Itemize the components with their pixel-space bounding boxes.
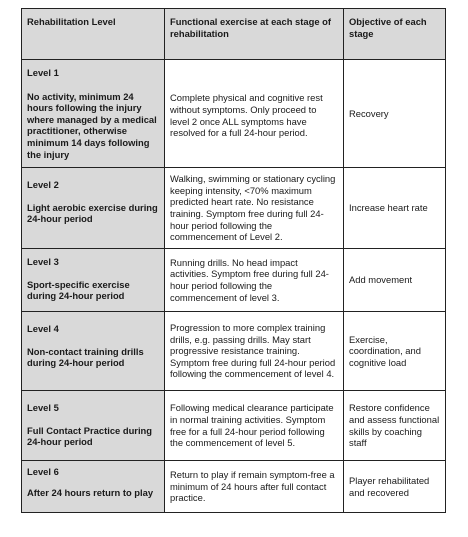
level-name: Level 1 [27, 67, 59, 78]
table-row [22, 461, 446, 513]
header-functional-exercise: Functional exercise at each stage of rehabilitation [165, 9, 344, 60]
exercise-cell: Running drills. No head impact activities. Symptom free during full 24-hour period following the commencement of level 3. [165, 249, 344, 312]
level-description: Non-contact training drills during 24-hour period [27, 345, 144, 369]
exercise-cell: Walking, swimming or stationary cycling keeping intensity, <70% maximum predicted heart rate. No resistance training. Symptom free during full 24-hour period following the commencement of Level 2. [165, 168, 344, 249]
level-description: Light aerobic exercise during 24-hour period [27, 201, 158, 225]
objective-cell: Recovery [344, 60, 446, 168]
table-header-row [22, 9, 446, 60]
level-name: Level 4 [27, 323, 59, 334]
objective-cell: Exercise, coordination, and cognitive load [344, 312, 446, 391]
level-description: Full Contact Practice during 24-hour period [27, 424, 153, 448]
table-row [22, 391, 446, 461]
table-row [22, 312, 446, 391]
level-cell [22, 249, 165, 312]
level-cell [22, 312, 165, 391]
exercise-cell: Return to play if remain symptom-free a minimum of 24 hours after full contact practice. [165, 461, 344, 513]
header-rehabilitation-level: Rehabilitation Level [22, 9, 165, 60]
level-description: No activity, minimum 24 hours following the injury where managed by a medical practitioner, otherwise minimum 14 days following the injury [27, 90, 157, 160]
table-row [22, 249, 446, 312]
level-name: Level 2 [27, 179, 59, 190]
level-description: After 24 hours return to play [27, 486, 154, 498]
header-objective: Objective of each stage [344, 9, 446, 60]
objective-cell: Player rehabilitated and recovered [344, 461, 446, 513]
exercise-cell: Following medical clearance participate in normal training activities. Symptom free for a full 24-hour period following the commencement of level 5. [165, 391, 344, 461]
level-name: Level 3 [27, 256, 59, 267]
objective-cell: Restore confidence and assess functional skills by coaching staff [344, 391, 446, 461]
level-name: Level 5 [27, 402, 59, 413]
rehabilitation-table [21, 8, 446, 513]
level-cell [22, 168, 165, 249]
objective-cell: Add movement [344, 249, 446, 312]
level-description: Sport-specific exercise during 24-hour period [27, 278, 130, 302]
level-cell [22, 391, 165, 461]
exercise-cell: Complete physical and cognitive rest without symptoms. Only proceed to level 2 once ALL symptoms have resolved for a full 24-hour period. [165, 60, 344, 168]
objective-cell: Increase heart rate [344, 168, 446, 249]
level-cell [22, 461, 165, 513]
table-row [22, 60, 446, 168]
level-cell [22, 60, 165, 168]
exercise-cell: Progression to more complex training drills, e.g. passing drills. May start progressive resistance training. Symptom free during full 24-hour period following the commencement of level 4. [165, 312, 344, 391]
table-row [22, 168, 446, 249]
level-name: Level 6 [27, 466, 59, 477]
